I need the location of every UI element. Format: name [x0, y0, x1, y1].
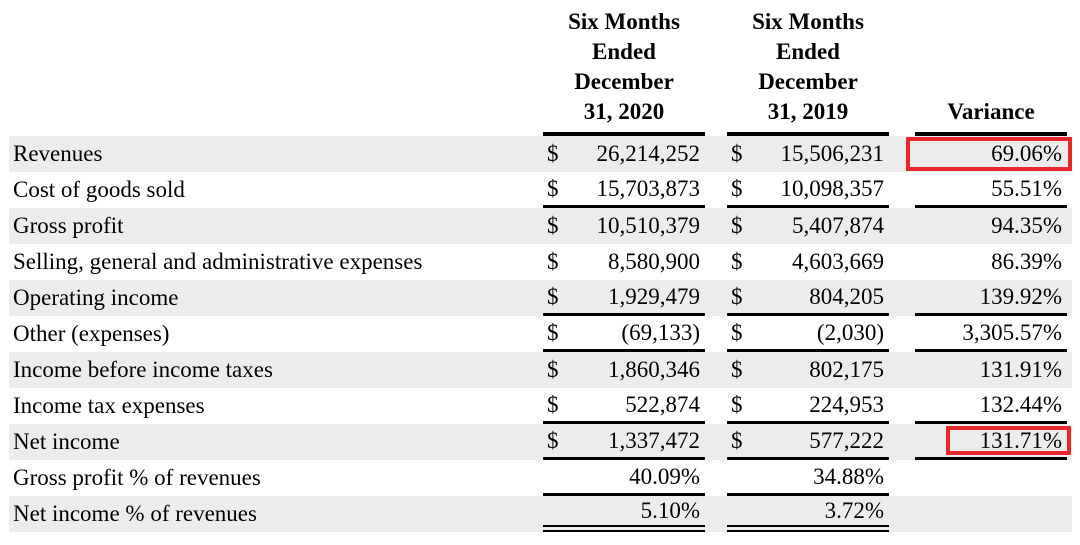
column-gap	[705, 208, 727, 244]
dollar-sign: $	[547, 391, 559, 417]
column-gap	[705, 172, 727, 208]
amount-value-2020: 26,214,252	[596, 141, 700, 166]
variance-value: 131.71%	[979, 427, 1062, 453]
table-row	[9, 172, 1072, 208]
column-gap	[889, 172, 915, 208]
row-right-margin	[1067, 172, 1072, 208]
header-line: 31, 2019	[767, 99, 849, 124]
table-row	[9, 208, 1072, 244]
row-label: Selling, general and administrative expenses	[13, 249, 423, 274]
dollar-sign: $	[731, 175, 743, 201]
amount-cell-2019	[727, 388, 889, 424]
dollar-sign: $	[547, 427, 559, 453]
amount-cell-2020	[543, 388, 705, 424]
row-label: Operating income	[13, 285, 179, 310]
amount-cell-2020	[543, 244, 705, 280]
header-gap	[705, 0, 727, 136]
variance-cell	[915, 244, 1067, 280]
amount-cell-2020	[543, 352, 705, 388]
variance-value: 86.39%	[991, 249, 1062, 274]
variance-value: 131.91%	[979, 357, 1062, 382]
table-body	[0, 136, 1080, 532]
header-line: Six Months	[568, 9, 680, 34]
header-line: Six Months	[752, 9, 864, 34]
amount-cell-2020	[543, 460, 705, 496]
row-right-margin	[1067, 460, 1072, 496]
amount-value-2020: 522,874	[625, 391, 700, 417]
amount-value-2020: 1,860,346	[608, 357, 700, 382]
dollar-sign: $	[547, 357, 559, 382]
variance-cell	[915, 388, 1067, 424]
column-gap	[705, 136, 727, 172]
row-right-margin	[1067, 244, 1072, 280]
header-spacer	[9, 0, 543, 136]
amount-value-2020: 1,337,472	[608, 427, 700, 453]
table-row	[9, 424, 1072, 460]
row-right-margin	[1067, 208, 1072, 244]
header-line: 31, 2020	[583, 99, 665, 124]
amount-cell-2020	[543, 208, 705, 244]
row-label: Revenues	[13, 141, 103, 166]
row-right-margin	[1067, 352, 1072, 388]
variance-cell	[915, 424, 1067, 460]
column-gap	[705, 244, 727, 280]
amount-cell-2019	[727, 136, 889, 172]
variance-value: 3,305.57%	[962, 319, 1062, 345]
table-row	[9, 244, 1072, 280]
variance-value: 69.06%	[991, 141, 1062, 166]
amount-value-2019: 224,953	[809, 391, 884, 417]
amount-value-2019: 10,098,357	[780, 175, 884, 201]
column-gap	[705, 352, 727, 388]
header-period-2020	[543, 0, 705, 136]
variance-cell	[915, 316, 1067, 352]
column-gap	[889, 244, 915, 280]
amount-cell-2019	[727, 280, 889, 316]
row-right-margin	[1067, 388, 1072, 424]
column-gap	[889, 208, 915, 244]
dollar-sign: $	[731, 319, 743, 345]
variance-value: 132.44%	[979, 391, 1062, 417]
column-gap	[889, 352, 915, 388]
header-line: Ended	[776, 39, 840, 64]
amount-value-2019: 577,222	[809, 427, 884, 453]
amount-cell-2019	[727, 496, 889, 532]
column-gap	[705, 460, 727, 496]
row-right-margin	[1067, 424, 1072, 460]
amount-value-2020: 8,580,900	[608, 249, 700, 274]
variance-cell	[915, 208, 1067, 244]
amount-cell-2020	[543, 496, 705, 532]
dollar-sign: $	[547, 175, 559, 201]
amount-cell-2019	[727, 316, 889, 352]
header-line: Ended	[592, 39, 656, 64]
amount-value-2019: 4,603,669	[792, 249, 884, 274]
amount-cell-2019	[727, 352, 889, 388]
amount-cell-2019	[727, 172, 889, 208]
column-gap	[889, 316, 915, 352]
amount-value-2020: 15,703,873	[596, 175, 700, 201]
variance-cell	[915, 136, 1067, 172]
row-right-margin	[1067, 280, 1072, 316]
dollar-sign: $	[731, 249, 743, 274]
column-gap	[889, 388, 915, 424]
amount-value-2019: 34.88%	[813, 463, 884, 489]
row-label: Net income % of revenues	[13, 501, 257, 526]
header-variance	[915, 0, 1067, 136]
row-label: Gross profit	[13, 213, 124, 238]
dollar-sign: $	[731, 141, 743, 166]
variance-cell	[915, 172, 1067, 208]
dollar-sign: $	[731, 391, 743, 417]
header-line: December	[574, 69, 674, 94]
dollar-sign: $	[547, 319, 559, 345]
row-right-margin	[1067, 496, 1072, 532]
column-gap	[889, 424, 915, 460]
header-line: December	[758, 69, 858, 94]
column-gap	[889, 496, 915, 532]
column-gap	[889, 136, 915, 172]
dollar-sign: $	[731, 283, 743, 309]
row-label: Other (expenses)	[13, 321, 170, 346]
amount-value-2019: 3.72%	[824, 497, 884, 523]
row-right-margin	[1067, 316, 1072, 352]
row-label: Income before income taxes	[13, 357, 273, 382]
variance-value: 139.92%	[979, 283, 1062, 309]
dollar-sign: $	[731, 357, 743, 382]
amount-cell-2020	[543, 424, 705, 460]
column-gap	[705, 280, 727, 316]
dollar-sign: $	[547, 283, 559, 309]
dollar-sign: $	[547, 141, 559, 166]
amount-cell-2020	[543, 136, 705, 172]
variance-cell	[915, 352, 1067, 388]
amount-cell-2020	[543, 172, 705, 208]
amount-cell-2019	[727, 244, 889, 280]
amount-value-2019: 804,205	[809, 283, 884, 309]
amount-value-2020: 1,929,479	[608, 283, 700, 309]
dollar-sign: $	[731, 213, 743, 238]
header-right-margin	[1067, 0, 1072, 136]
table-row	[9, 388, 1072, 424]
dollar-sign: $	[547, 249, 559, 274]
amount-value-2020: 5.10%	[640, 497, 700, 523]
amount-value-2020: (69,133)	[621, 319, 700, 345]
table-row	[9, 496, 1072, 532]
column-gap	[889, 460, 915, 496]
table-row	[9, 136, 1072, 172]
amount-value-2019: (2,030)	[816, 319, 884, 345]
row-label: Net income	[13, 429, 120, 454]
amount-cell-2019	[727, 208, 889, 244]
table-row	[9, 460, 1072, 496]
row-label: Gross profit % of revenues	[13, 465, 261, 490]
amount-value-2020: 40.09%	[629, 463, 700, 489]
amount-cell-2019	[727, 424, 889, 460]
column-gap	[705, 496, 727, 532]
header-gap	[889, 0, 915, 136]
amount-value-2019: 15,506,231	[780, 141, 884, 166]
table-header	[9, 0, 1072, 136]
variance-cell	[915, 460, 1067, 496]
table-row	[9, 352, 1072, 388]
variance-value: 55.51%	[991, 175, 1062, 201]
variance-cell	[915, 280, 1067, 316]
amount-cell-2020	[543, 280, 705, 316]
column-gap	[705, 388, 727, 424]
row-right-margin	[1067, 136, 1072, 172]
amount-cell-2020	[543, 316, 705, 352]
header-line: Variance	[947, 99, 1035, 124]
amount-cell-2019	[727, 460, 889, 496]
amount-value-2019: 5,407,874	[792, 213, 884, 238]
dollar-sign: $	[731, 427, 743, 453]
amount-value-2020: 10,510,379	[596, 213, 700, 238]
row-label: Income tax expenses	[13, 393, 205, 418]
row-label: Cost of goods sold	[13, 177, 185, 202]
column-gap	[705, 424, 727, 460]
column-gap	[889, 280, 915, 316]
header-period-2019	[727, 0, 889, 136]
dollar-sign: $	[547, 213, 559, 238]
variance-cell	[915, 496, 1067, 532]
variance-value: 94.35%	[991, 213, 1062, 238]
table-row	[9, 316, 1072, 352]
column-gap	[705, 316, 727, 352]
amount-value-2019: 802,175	[809, 357, 884, 382]
table-row	[9, 280, 1072, 316]
